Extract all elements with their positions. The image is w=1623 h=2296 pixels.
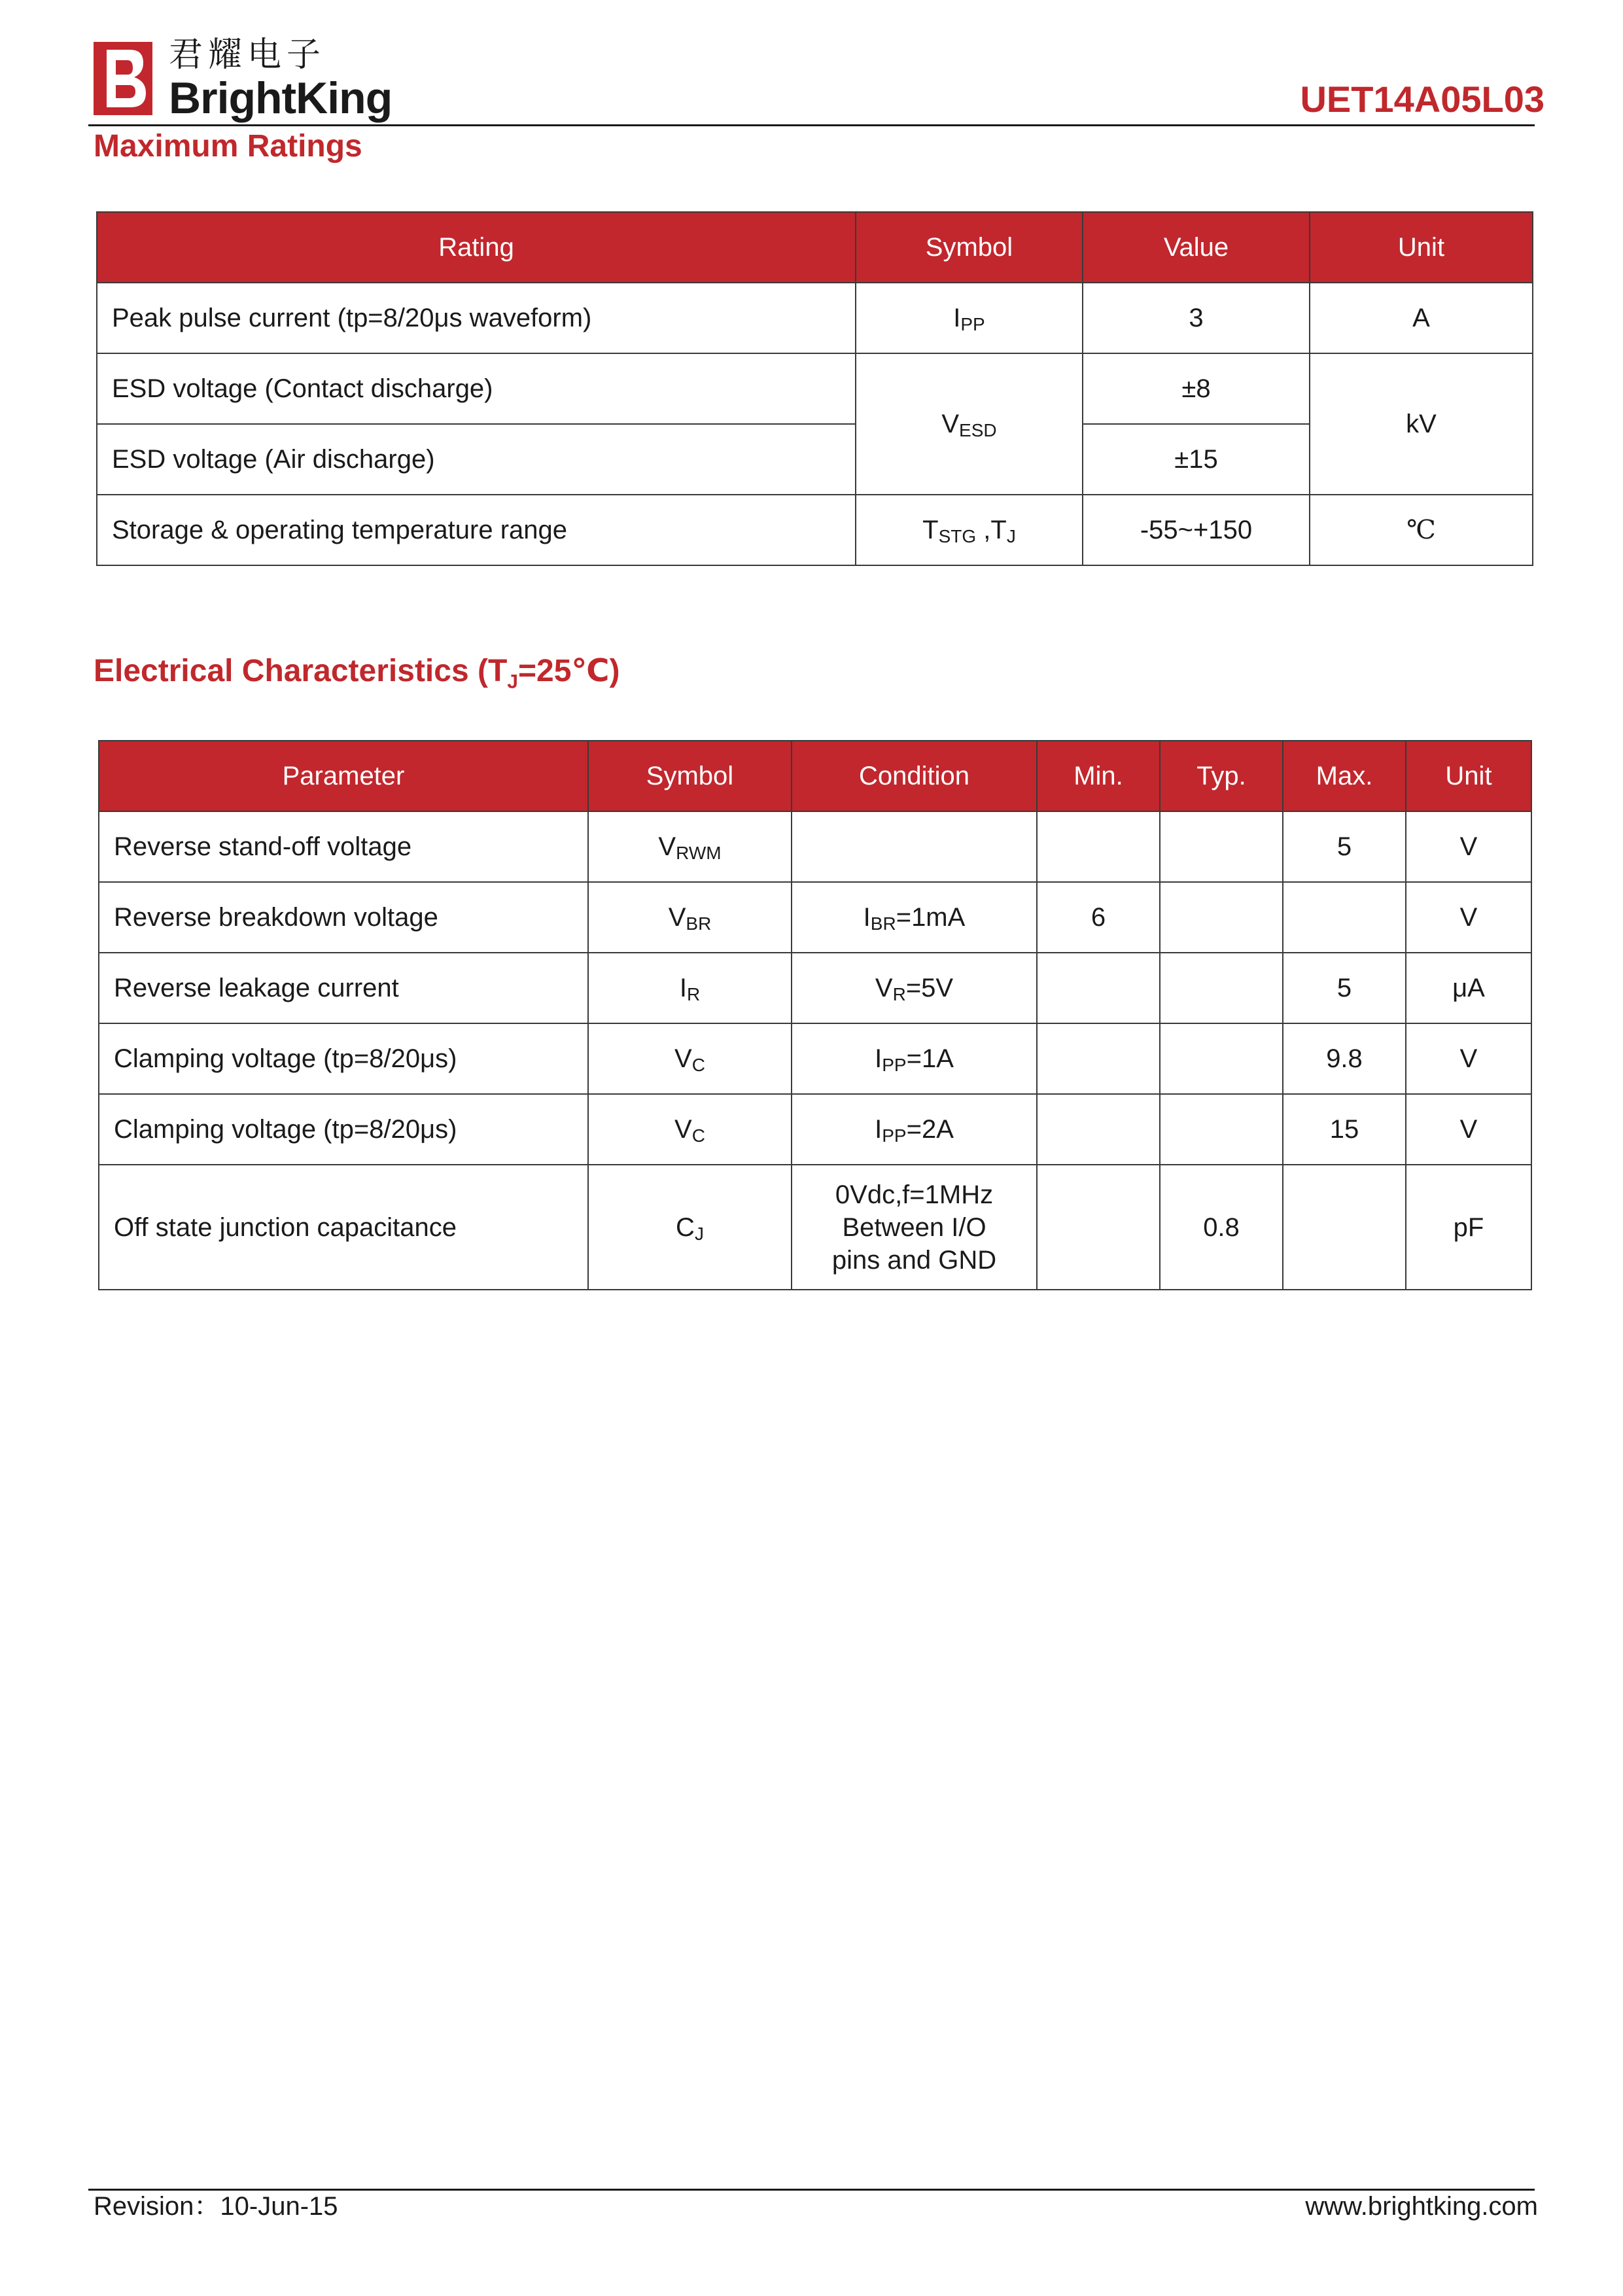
- unit-cell: V: [1406, 1023, 1531, 1094]
- website-url: www.brightking.com: [1305, 2192, 1538, 2221]
- parameter-cell: Clamping voltage (tp=8/20μs): [99, 1023, 588, 1094]
- value-cell: ±8: [1083, 353, 1310, 424]
- table-row: [99, 1165, 1531, 1290]
- min-cell: [1037, 1165, 1160, 1290]
- symbol-cell: $T_{STG}$ $,T_J$: [856, 495, 1083, 565]
- column-header: Value: [1083, 212, 1310, 283]
- table-row: [97, 495, 1533, 565]
- condition-cell: [792, 1165, 1037, 1290]
- typ-cell: [1160, 1023, 1283, 1094]
- value-cell: 3: [1083, 283, 1310, 353]
- condition-line: pins and GND: [831, 1245, 997, 1275]
- unit-cell: V: [1406, 882, 1531, 953]
- column-header: Typ.: [1160, 741, 1283, 811]
- max-cell: 15: [1283, 1094, 1406, 1165]
- unit-cell: pF: [1406, 1165, 1531, 1290]
- symbol-cell: $V_{ESD}$: [856, 353, 1083, 495]
- condition-line: 0Vdc,f=1MHz: [835, 1180, 994, 1209]
- logo-chinese-name: 君耀电子: [169, 35, 326, 75]
- part-number: UET14A05L03: [1300, 79, 1544, 120]
- max-cell: 9.8: [1283, 1023, 1406, 1094]
- column-header: Parameter: [99, 741, 588, 811]
- symbol-cell: $V_C$: [588, 1094, 792, 1165]
- column-header: Symbol: [856, 212, 1083, 283]
- unit-cell: A: [1310, 283, 1533, 353]
- column-header: Rating: [97, 212, 856, 283]
- header-divider: [88, 124, 1535, 126]
- unit-cell: V: [1406, 811, 1531, 882]
- maximum-ratings-table: [96, 211, 1533, 566]
- max-cell: 5: [1283, 811, 1406, 882]
- typ-cell: 0.8: [1160, 1165, 1283, 1290]
- typ-cell: [1160, 811, 1283, 882]
- condition-cell: $I_{PP}=2A$: [792, 1094, 1037, 1165]
- symbol-cell: $C_J$: [588, 1165, 792, 1290]
- value-cell: ±15: [1083, 424, 1310, 495]
- unit-cell: V: [1406, 1094, 1531, 1165]
- revision-date: Revision：10-Jun-15: [94, 2192, 338, 2221]
- table-row: [99, 882, 1531, 953]
- condition-line: Between I/O: [842, 1212, 986, 1242]
- min-cell: [1037, 953, 1160, 1023]
- parameter-cell: Reverse breakdown voltage: [99, 882, 588, 953]
- electrical-characteristics-title: Electrical Characteristics $(T_J=25℃)$: [94, 654, 620, 693]
- max-cell: 5: [1283, 953, 1406, 1023]
- column-header: Symbol: [588, 741, 792, 811]
- electrical-characteristics-table: [98, 740, 1532, 1290]
- condition-cell: $I_{BR}=1mA$: [792, 882, 1037, 953]
- symbol-cell: $V_{BR}$: [588, 882, 792, 953]
- min-cell: [1037, 811, 1160, 882]
- min-cell: 6: [1037, 882, 1160, 953]
- rating-cell: Storage & operating temperature range: [97, 495, 856, 565]
- column-header: Max.: [1283, 741, 1406, 811]
- table-row: [99, 1023, 1531, 1094]
- min-cell: [1037, 1094, 1160, 1165]
- condition-cell: $V_R=5V$: [792, 953, 1037, 1023]
- brightking-logo-mark: [94, 42, 152, 115]
- typ-cell: [1160, 1094, 1283, 1165]
- rating-cell: ESD voltage (Contact discharge): [97, 353, 856, 424]
- symbol-cell: $I_R$: [588, 953, 792, 1023]
- column-header: Condition: [792, 741, 1037, 811]
- table-header-row: [97, 212, 1533, 283]
- table-row: [97, 353, 1533, 424]
- parameter-cell: Reverse leakage current: [99, 953, 588, 1023]
- table-row: [99, 953, 1531, 1023]
- maximum-ratings-title: Maximum Ratings: [94, 129, 362, 164]
- max-cell: [1283, 1165, 1406, 1290]
- max-cell: [1283, 882, 1406, 953]
- unit-cell: ℃: [1310, 495, 1533, 565]
- table-row: [99, 811, 1531, 882]
- table-row: [97, 283, 1533, 353]
- typ-cell: [1160, 882, 1283, 953]
- rating-cell: Peak pulse current (tp=8/20μs waveform): [97, 283, 856, 353]
- condition-cell: $I_{PP}=1A$: [792, 1023, 1037, 1094]
- parameter-cell: Clamping voltage (tp=8/20μs): [99, 1094, 588, 1165]
- parameter-cell: Reverse stand-off voltage: [99, 811, 588, 882]
- unit-cell: μA: [1406, 953, 1531, 1023]
- table-row: [99, 1094, 1531, 1165]
- unit-cell: kV: [1310, 353, 1533, 495]
- footer-divider: [88, 2189, 1535, 2191]
- value-cell: -55~+150: [1083, 495, 1310, 565]
- table-header-row: [99, 741, 1531, 811]
- condition-cell: [792, 811, 1037, 882]
- column-header: Min.: [1037, 741, 1160, 811]
- column-header: Unit: [1310, 212, 1533, 283]
- parameter-cell: Off state junction capacitance: [99, 1165, 588, 1290]
- symbol-cell: $I_{PP}$: [856, 283, 1083, 353]
- min-cell: [1037, 1023, 1160, 1094]
- column-header: Unit: [1406, 741, 1531, 811]
- typ-cell: [1160, 953, 1283, 1023]
- symbol-cell: $V_C$: [588, 1023, 792, 1094]
- logo-brand-name: BrightKing: [169, 73, 393, 123]
- rating-cell: ESD voltage (Air discharge): [97, 424, 856, 495]
- symbol-cell: $V_{RWM}$: [588, 811, 792, 882]
